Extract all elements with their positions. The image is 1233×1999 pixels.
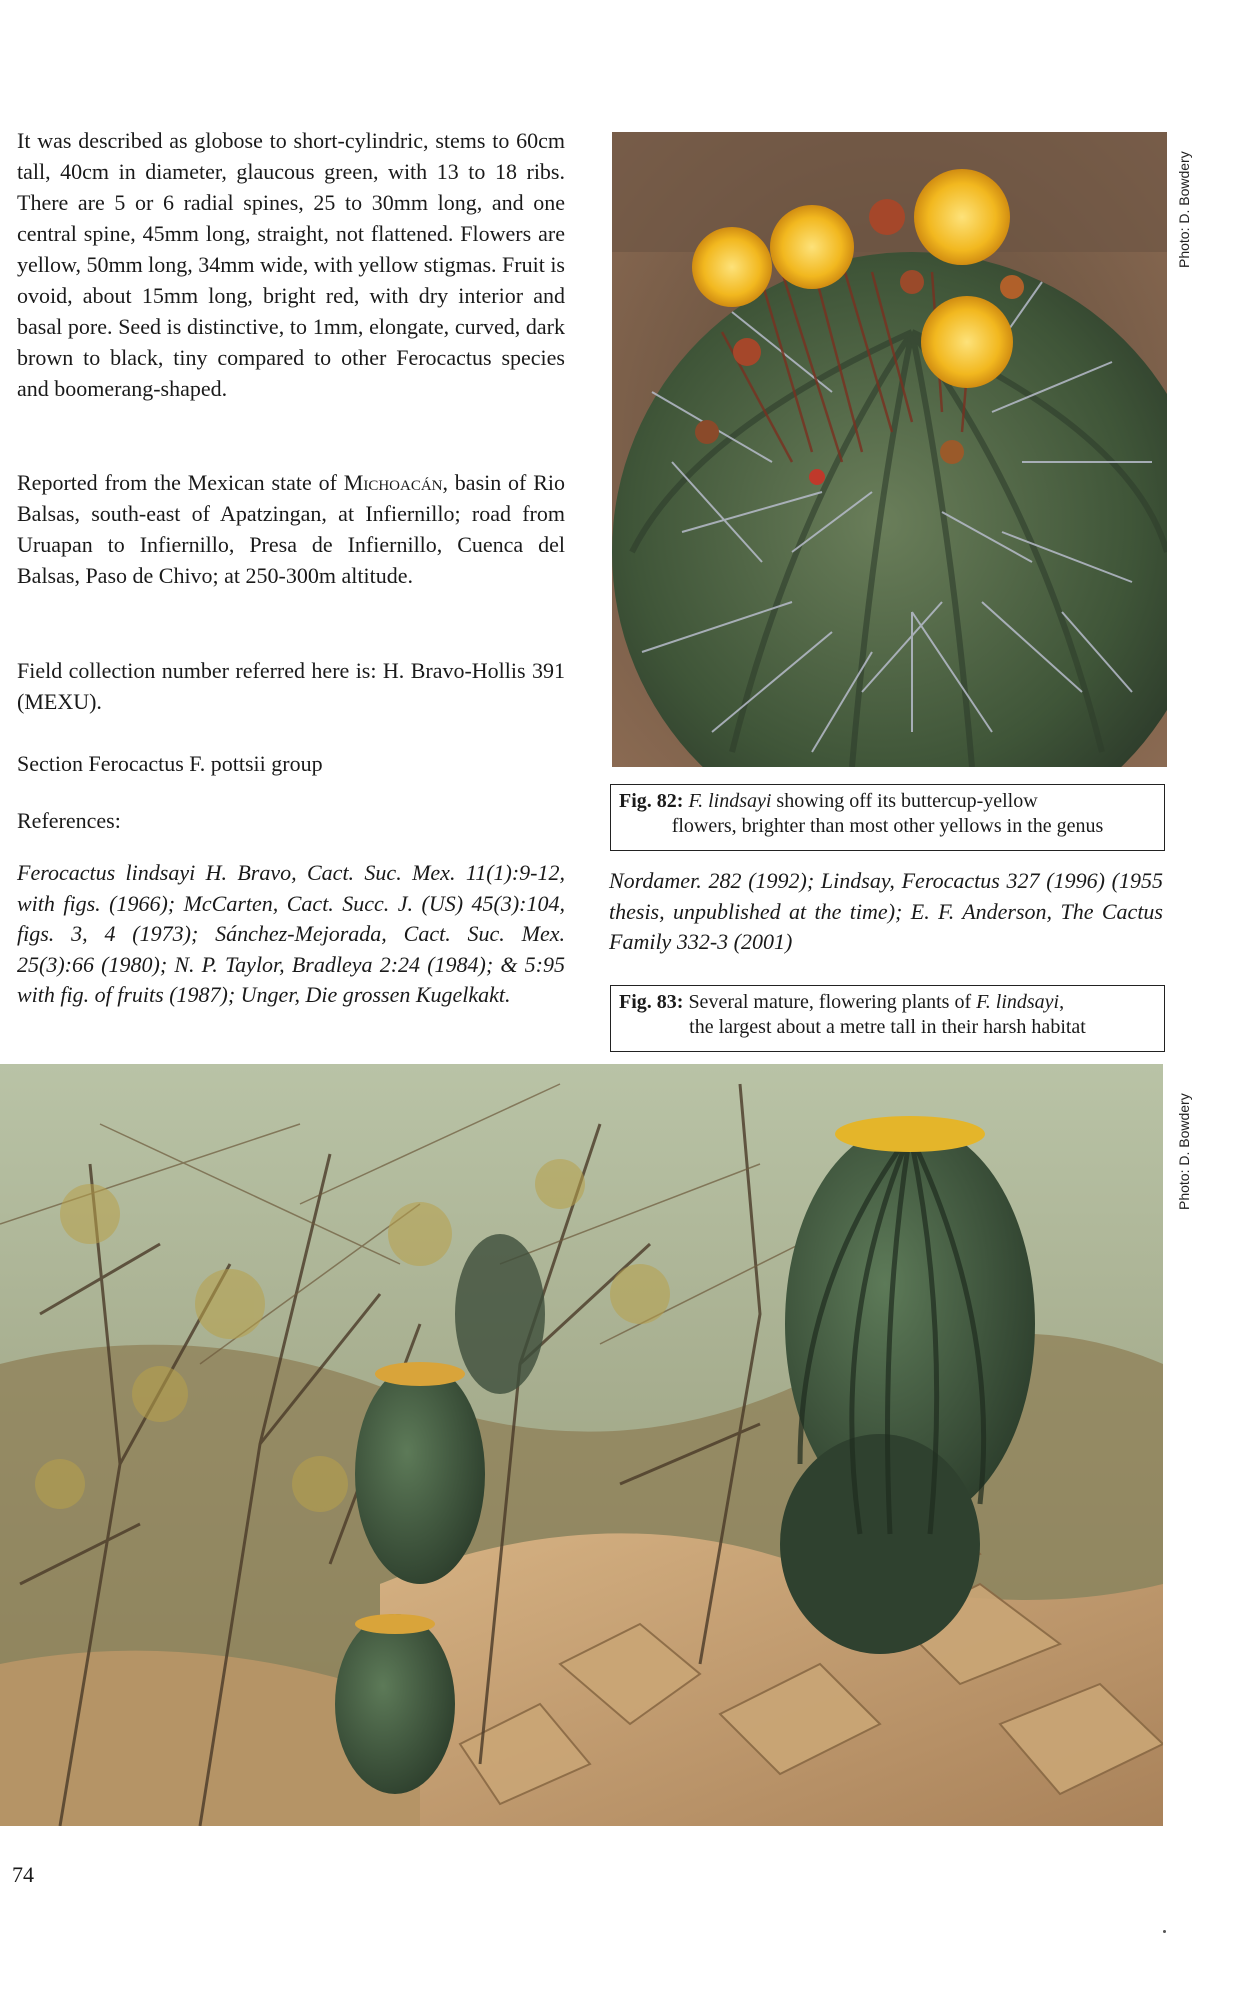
fig82-caption: [610, 784, 1165, 851]
fig82-label: Fig. 82:: [619, 790, 684, 812]
field-collection-paragraph: Field collection number referred here is: H. Bravo-Hollis 391 (MEXU).: [17, 658, 565, 714]
references-right: Nordamer. 282 (1992); Lindsay, Ferocactus 327 (1996) (1955 thesis, unpublished at the time); E. F. Anderson, The Cactus Family 332-3 (2001): [609, 868, 1163, 954]
fig82-caption-line1: showing off its buttercup-yellow: [771, 790, 1038, 812]
flower-3: [914, 169, 1010, 265]
fig82-cactus-image: [612, 132, 1167, 767]
references-heading: References:: [17, 808, 121, 833]
description-paragraph: It was described as globose to short-cylindric, stems to 60cm tall, 40cm in diameter, glaucous green, with 13 to 18 ribs. There are 5 or 6 radial spines, 25 to 30mm long, and one central spine, 45mm long, straight, not flattened. Flowers are yellow, 50mm long, 34mm wide, with yellow stigmas. Fruit is ovoid, about 15mm long, bright red, with dry interior and basal pore. Seed is distinctive, to 1mm, elongate, curved, dark brown to black, tiny compared to other Ferocactus species and boomerang-shaped.: [17, 128, 565, 401]
state-name: Michoacán: [343, 470, 443, 495]
fig82-species: F. lindsayi: [688, 790, 772, 812]
fig83-caption-line1b: ,: [1059, 991, 1065, 1013]
fig82-photo: [612, 132, 1167, 767]
fig83-habitat-image: [0, 1064, 1163, 1826]
fig83-caption-line2: the largest about a metre tall in their harsh habitat: [689, 1016, 1086, 1038]
page-number: 74: [12, 1862, 34, 1887]
distribution-text-rest: , basin of Rio Balsas, south-east of Apatzingan, at Infiernillo; road from Uruapan to Infiernillo, Presa de Infiernillo, Cuenca del Balsas, Paso de Chivo; at 250-300m altitude.: [17, 470, 565, 588]
fig83-species: F. lindsayi: [976, 991, 1060, 1013]
fig83-caption: [610, 985, 1165, 1052]
flower-4: [921, 296, 1013, 388]
fig82-photo-credit: Photo: D. Bowdery: [1176, 151, 1192, 268]
fig82-caption-line2: flowers, brighter than most other yellows in the genus: [671, 815, 1104, 837]
fig83-photo-credit: Photo: D. Bowdery: [1176, 1093, 1192, 1210]
distribution-paragraph: [17, 467, 565, 591]
small-cactus: [335, 1614, 455, 1794]
fig83-photo: [0, 1064, 1163, 1826]
fig83-label: Fig. 83:: [619, 991, 684, 1013]
distribution-text-start: Reported from the Mexican state of: [17, 470, 344, 495]
references-left: Ferocactus lindsayi H. Bravo, Cact. Suc. Mex. 11(1):9-12, with figs. (1966); McCarten, Cact. Succ. J. (US) 45(3):104, figs. 3, 4 (1973); Sánchez-Mejorada, Cact. Suc. Mex. 25(3):66 (1980); N. P. Taylor, Bradleya 2:24 (1984); & 5:95 with fig. of fruits (1987); Unger, Die grossen Kugelkakt.: [17, 860, 565, 1007]
middle-cactus: [355, 1364, 485, 1584]
flower-1: [692, 227, 772, 307]
section-heading: Section Ferocactus F. pottsii group: [17, 751, 323, 776]
fig83-caption-line1a: Several mature, flowering plants of: [683, 991, 977, 1013]
flower-2: [770, 205, 854, 289]
stray-dot: [1163, 1930, 1166, 1933]
